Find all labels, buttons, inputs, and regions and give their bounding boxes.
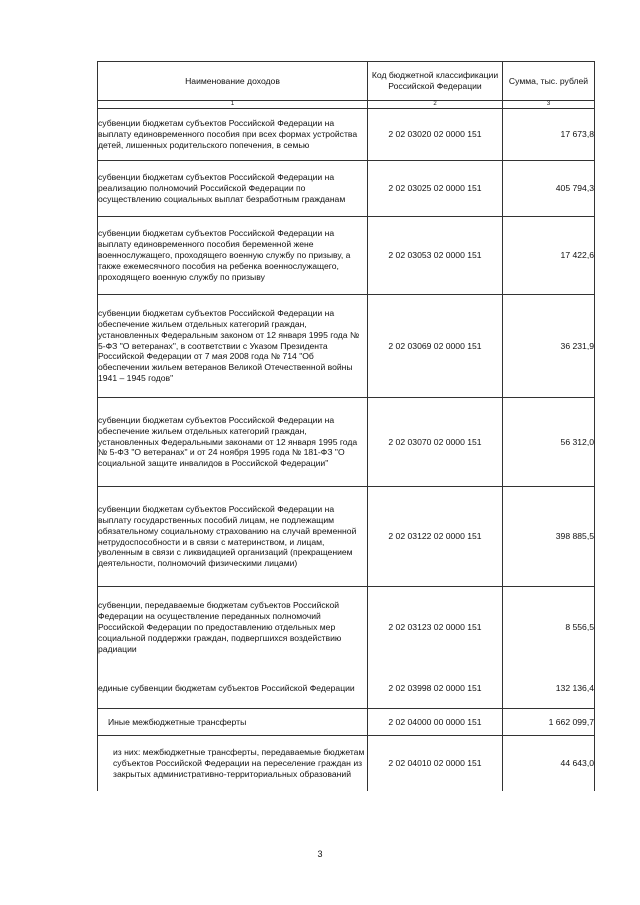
- revenue-amount: 1 662 099,7: [503, 709, 595, 736]
- revenue-amount: 132 136,4: [503, 669, 595, 709]
- revenue-code: 2 02 03053 02 0000 151: [368, 217, 503, 295]
- revenue-code: 2 02 03070 02 0000 151: [368, 398, 503, 487]
- revenue-code: 2 02 03122 02 0000 151: [368, 487, 503, 587]
- revenue-code: 2 02 04010 02 0000 151: [368, 736, 503, 791]
- revenue-amount: 36 231,9: [503, 295, 595, 398]
- revenue-name: субвенции бюджетам субъектов Российской Федерации на обеспечение жильем отдельных категорий граждан, установленных Федеральными законами от 12 января 1995 года № 5-ФЗ "О ветеранах" и от 24 ноября 1995 года № 181-ФЗ "О социальной защите инвалидов в Российской Федерации": [98, 398, 368, 487]
- table-row: [98, 709, 595, 736]
- page-number: 3: [317, 849, 323, 859]
- revenue-name: субвенции бюджетам субъектов Российской Федерации на выплату государственных пособий лицам, не подлежащим обязательному социальному страхованию на случай временной нетрудоспособности и в связи с материнством, и лицам, уволенным в связи с ликвидацией организаций (прекращением деятельности, полномочий физическими лицами): [98, 487, 368, 587]
- revenue-name: субвенции, передаваемые бюджетам субъектов Российской Федерации на осуществление переданных полномочий Российской Федерации по предоставлению отдельных мер социальной поддержки граждан, подвергшихся воздействию радиации: [98, 587, 368, 669]
- revenue-code: 2 02 03025 02 0000 151: [368, 161, 503, 217]
- table-row: [98, 669, 595, 709]
- revenue-code: 2 02 03123 02 0000 151: [368, 587, 503, 669]
- table-row: [98, 487, 595, 587]
- revenue-code: 2 02 04000 00 0000 151: [368, 709, 503, 736]
- header-sum: Сумма, тыс. рублей: [503, 62, 595, 101]
- revenue-code: 2 02 03020 02 0000 151: [368, 109, 503, 161]
- revenue-code: 2 02 03069 02 0000 151: [368, 295, 503, 398]
- revenue-name: Иные межбюджетные трансферты: [98, 709, 368, 736]
- column-number-1: 1: [98, 101, 368, 109]
- revenue-name: субвенции бюджетам субъектов Российской Федерации на выплату единовременного пособия беременной жене военнослужащего, проходящего военную службу по призыву, а также ежемесячного пособия на ребенка военнослужащего, проходящего военную службу по призыву: [98, 217, 368, 295]
- revenue-amount: 44 643,0: [503, 736, 595, 791]
- revenue-amount: 8 556,5: [503, 587, 595, 669]
- revenue-name: субвенции бюджетам субъектов Российской Федерации на реализацию полномочий Российской Федерации по осуществлению социальных выплат безработным гражданам: [98, 161, 368, 217]
- revenue-name: из них: межбюджетные трансферты, передаваемые бюджетам субъектов Российской Федерации на переселение граждан из закрытых административно-территориальных образований: [98, 736, 368, 791]
- column-number-row: [98, 101, 595, 109]
- table-row: [98, 161, 595, 217]
- table-row: [98, 736, 595, 791]
- revenue-amount: 17 673,8: [503, 109, 595, 161]
- revenue-code: 2 02 03998 02 0000 151: [368, 669, 503, 709]
- column-number-3: 3: [503, 101, 595, 109]
- table-row: [98, 398, 595, 487]
- revenue-name: единые субвенции бюджетам субъектов Российской Федерации: [98, 669, 368, 709]
- revenue-amount: 17 422,6: [503, 217, 595, 295]
- budget-revenue-table: [97, 61, 595, 791]
- revenue-amount: 398 885,5: [503, 487, 595, 587]
- table-row: [98, 217, 595, 295]
- table-row: [98, 295, 595, 398]
- header-classification-code: Код бюджетной классификации Российской Федерации: [368, 62, 503, 101]
- header-revenue-name: Наименование доходов: [98, 62, 368, 101]
- revenue-name: субвенции бюджетам субъектов Российской Федерации на выплату единовременного пособия при всех формах устройства детей, лишенных родительского попечения, в семью: [98, 109, 368, 161]
- revenue-amount: 405 794,3: [503, 161, 595, 217]
- revenue-amount: 56 312,0: [503, 398, 595, 487]
- revenue-name: субвенции бюджетам субъектов Российской Федерации на обеспечение жильем отдельных категорий граждан, установленных Федеральным законом от 12 января 1995 года № 5-ФЗ "О ветеранах", в соответствии с Указом Президента Российской Федерации от 7 мая 2008 года № 714 "Об обеспечении жильем ветеранов Великой Отечественной войны 1941 – 1945 годов": [98, 295, 368, 398]
- table-row: [98, 587, 595, 669]
- column-number-2: 2: [368, 101, 503, 109]
- table-row: [98, 109, 595, 161]
- table-header-row: [98, 62, 595, 101]
